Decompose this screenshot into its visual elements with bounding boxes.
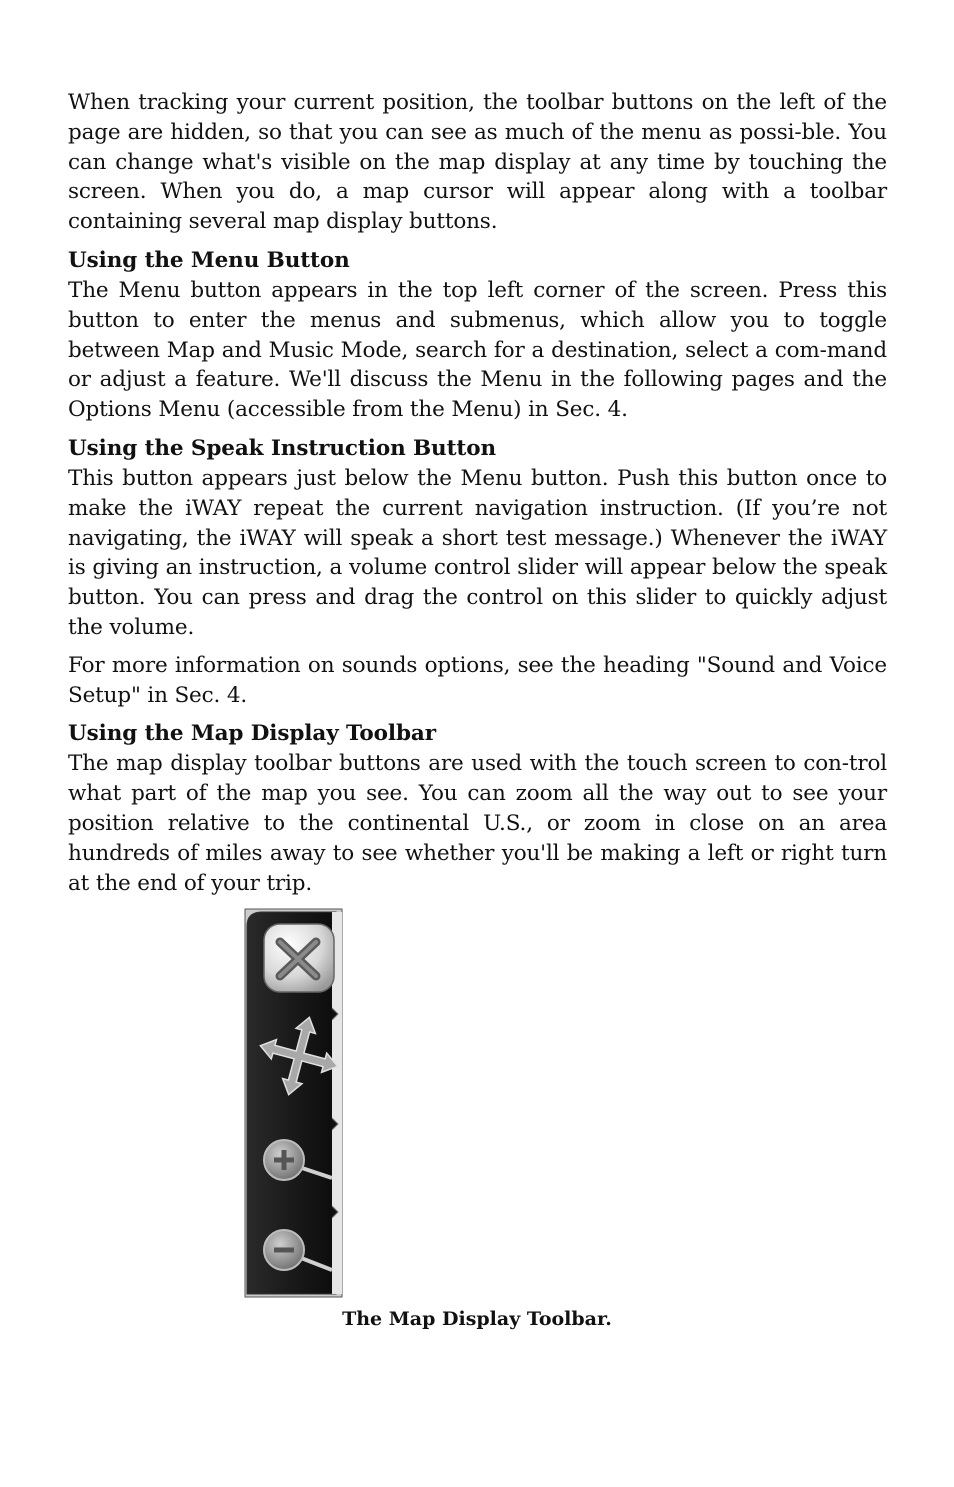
map-display-toolbar-figure: [244, 908, 344, 1298]
heading-map-display-toolbar: Using the Map Display Toolbar: [68, 721, 436, 747]
heading-menu-button: Using the Menu Button: [68, 247, 350, 273]
map-toolbar-paragraph: The map display toolbar buttons are used with the touch screen to con-trol what part of the map you see. You can zoom all the way out to see your position relative to the continental U.S., or zoom in close on an area hundreds of miles away to see whether you'll be making a left or right turn at the end of your trip.: [68, 751, 887, 896]
page-body: [68, 88, 887, 906]
figure-caption: The Map Display Toolbar.: [342, 1308, 612, 1330]
close-icon: [264, 924, 334, 992]
heading-speak-instruction-button: Using the Speak Instruction Button: [68, 435, 497, 461]
sound-setup-paragraph: For more information on sounds options, see the heading "Sound and Voice Setup" in Sec. 4.: [68, 652, 887, 708]
intro-paragraph: When tracking your current position, the toolbar buttons on the left of the page are hidden, so that you can see as much of the menu as possi-ble. You can change what's visible on the map display at any time by touching the screen. When you do, a map cursor will appear along with a toolbar containing several map display buttons.: [68, 90, 887, 235]
menu-button-paragraph: The Menu button appears in the top left corner of the screen. Press this button to enter the menus and submenus, which allow you to toggle between Map and Music Mode, search for a destination, select a com-mand or adjust a feature. We'll discuss the Menu in the following pages and the Options Menu (accessible from the Menu) in Sec. 4.: [68, 277, 887, 423]
toolbar-image: [244, 908, 344, 1298]
speak-button-paragraph: This button appears just below the Menu button. Push this button once to make the iWAY repeat the current navigation instruction. (If you’re not navigating, the iWAY will speak a short test message.) Whenever the iWAY is giving an instruction, a volume control slider will appear below the speak button. You can press and drag the control on this slider to quickly adjust the volume.: [68, 465, 887, 640]
